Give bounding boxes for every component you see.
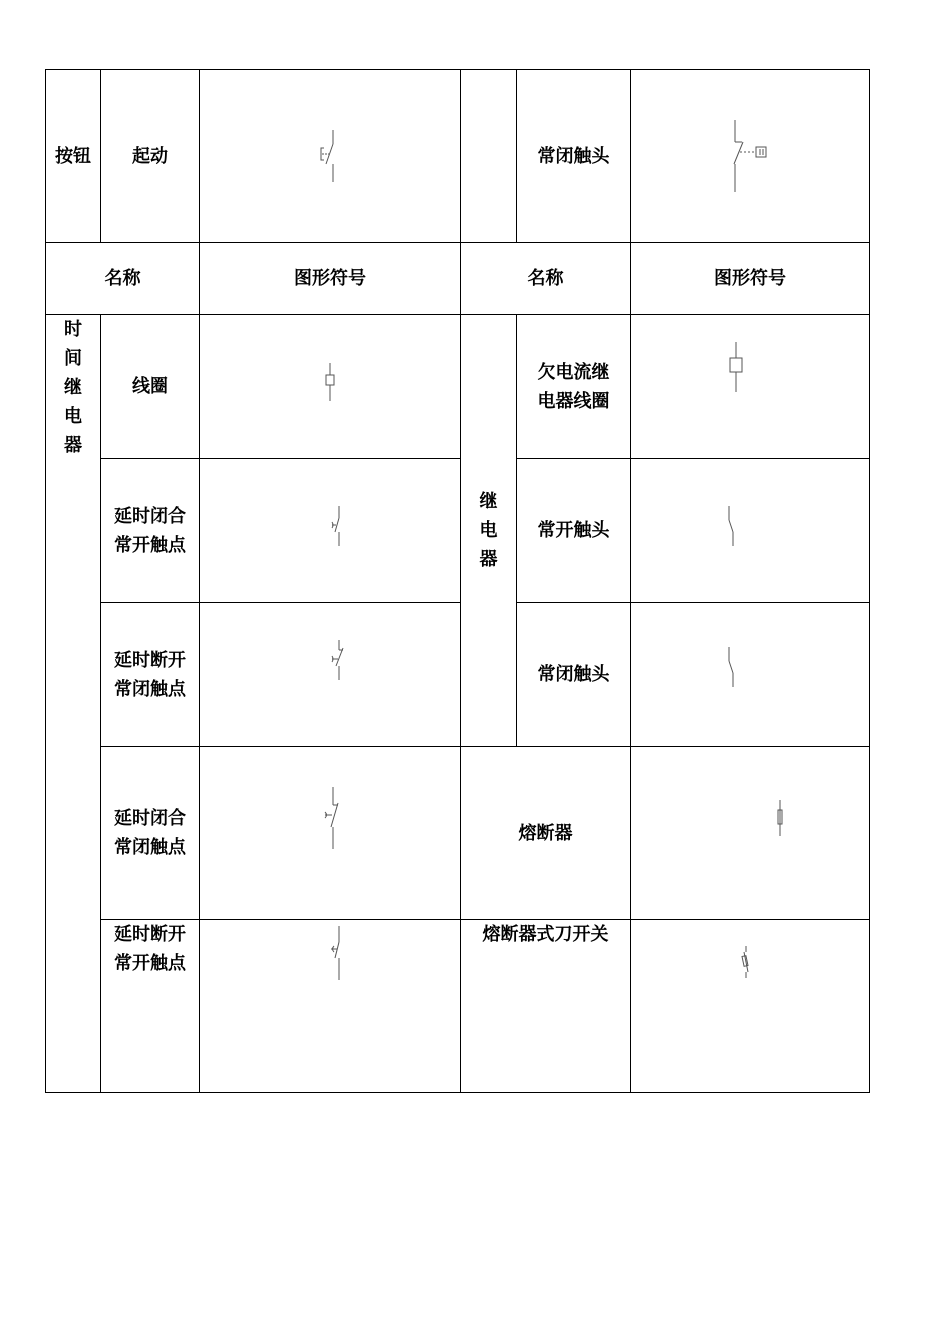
symbol-cell <box>200 70 461 243</box>
category-time-relay <box>46 315 101 1093</box>
name-line: 常开触点 <box>114 534 186 556</box>
symbol-cell <box>631 70 870 243</box>
table-header-row <box>46 243 870 315</box>
table-row <box>46 459 870 603</box>
name-relay-no-contact: 常开触头 <box>517 459 631 603</box>
category-relay <box>461 315 517 747</box>
relay-no-contact-icon <box>725 506 735 546</box>
symbol-cell <box>631 747 870 920</box>
name-line: 常闭触点 <box>114 837 186 858</box>
header-symbol-left: 图形符号 <box>200 243 461 315</box>
empty-cell <box>461 70 517 243</box>
symbol-cell <box>200 315 461 459</box>
name-delay-close-nc <box>101 747 200 920</box>
delay-open-no-contact-icon <box>330 926 344 980</box>
symbol-cell <box>200 603 461 747</box>
coil-icon <box>324 363 336 401</box>
name-line: 延时闭合 <box>114 505 186 527</box>
header-name-right: 名称 <box>461 243 631 315</box>
pushbutton-no-icon <box>318 130 342 182</box>
symbol-cell <box>200 747 461 920</box>
category-char: 时 <box>64 319 82 340</box>
symbol-cell <box>200 459 461 603</box>
name-line: 欠电流继 <box>537 361 610 383</box>
category-char: 继 <box>479 491 498 512</box>
category-button: 按钮 <box>46 70 101 243</box>
fuse-icon <box>776 800 784 836</box>
name-line: 常闭触点 <box>114 678 186 700</box>
header-name-left: 名称 <box>46 243 200 315</box>
category-char: 间 <box>64 348 82 369</box>
category-char: 器 <box>64 435 82 456</box>
symbol-cell <box>631 920 870 1093</box>
delay-close-no-contact-icon <box>330 506 344 546</box>
table-row <box>46 315 870 459</box>
pushbutton-nc-icon <box>730 120 770 192</box>
category-char: 电 <box>64 406 82 427</box>
name-line: 延时断开 <box>114 924 186 945</box>
table-row <box>46 747 870 920</box>
name-line: 延时闭合 <box>114 808 186 829</box>
name-coil: 线圈 <box>101 315 200 459</box>
table-row <box>46 603 870 747</box>
table-row <box>46 920 870 1093</box>
table-row <box>46 70 870 243</box>
name-line: 延时断开 <box>114 649 186 671</box>
name-relay-nc-contact: 常闭触头 <box>517 603 631 747</box>
name-fuse-switch: 熔断器式刀开关 <box>461 920 631 1093</box>
delay-close-nc-contact-icon <box>324 787 340 849</box>
symbol-cell <box>200 920 461 1093</box>
name-line: 电器线圈 <box>537 390 610 412</box>
name-line: 常开触点 <box>114 953 186 974</box>
delay-open-nc-contact-icon <box>330 640 344 680</box>
name-nc-contact: 常闭触头 <box>517 70 631 243</box>
symbol-cell <box>631 459 870 603</box>
header-symbol-right: 图形符号 <box>631 243 870 315</box>
category-char: 电 <box>479 520 498 541</box>
name-undercurrent-coil <box>517 315 631 459</box>
name-fuse: 熔断器 <box>461 747 631 920</box>
name-delay-close-no <box>101 459 200 603</box>
undercurrent-coil-icon <box>729 342 743 392</box>
symbol-cell <box>631 603 870 747</box>
symbol-cell <box>631 315 870 459</box>
category-char: 继 <box>64 377 82 398</box>
fuse-switch-icon <box>741 946 751 978</box>
symbol-table <box>45 69 870 1093</box>
name-delay-open-nc <box>101 603 200 747</box>
name-delay-open-no <box>101 920 200 1093</box>
category-char: 器 <box>479 549 498 570</box>
relay-nc-contact-icon <box>725 647 735 687</box>
name-start: 起动 <box>101 70 200 243</box>
